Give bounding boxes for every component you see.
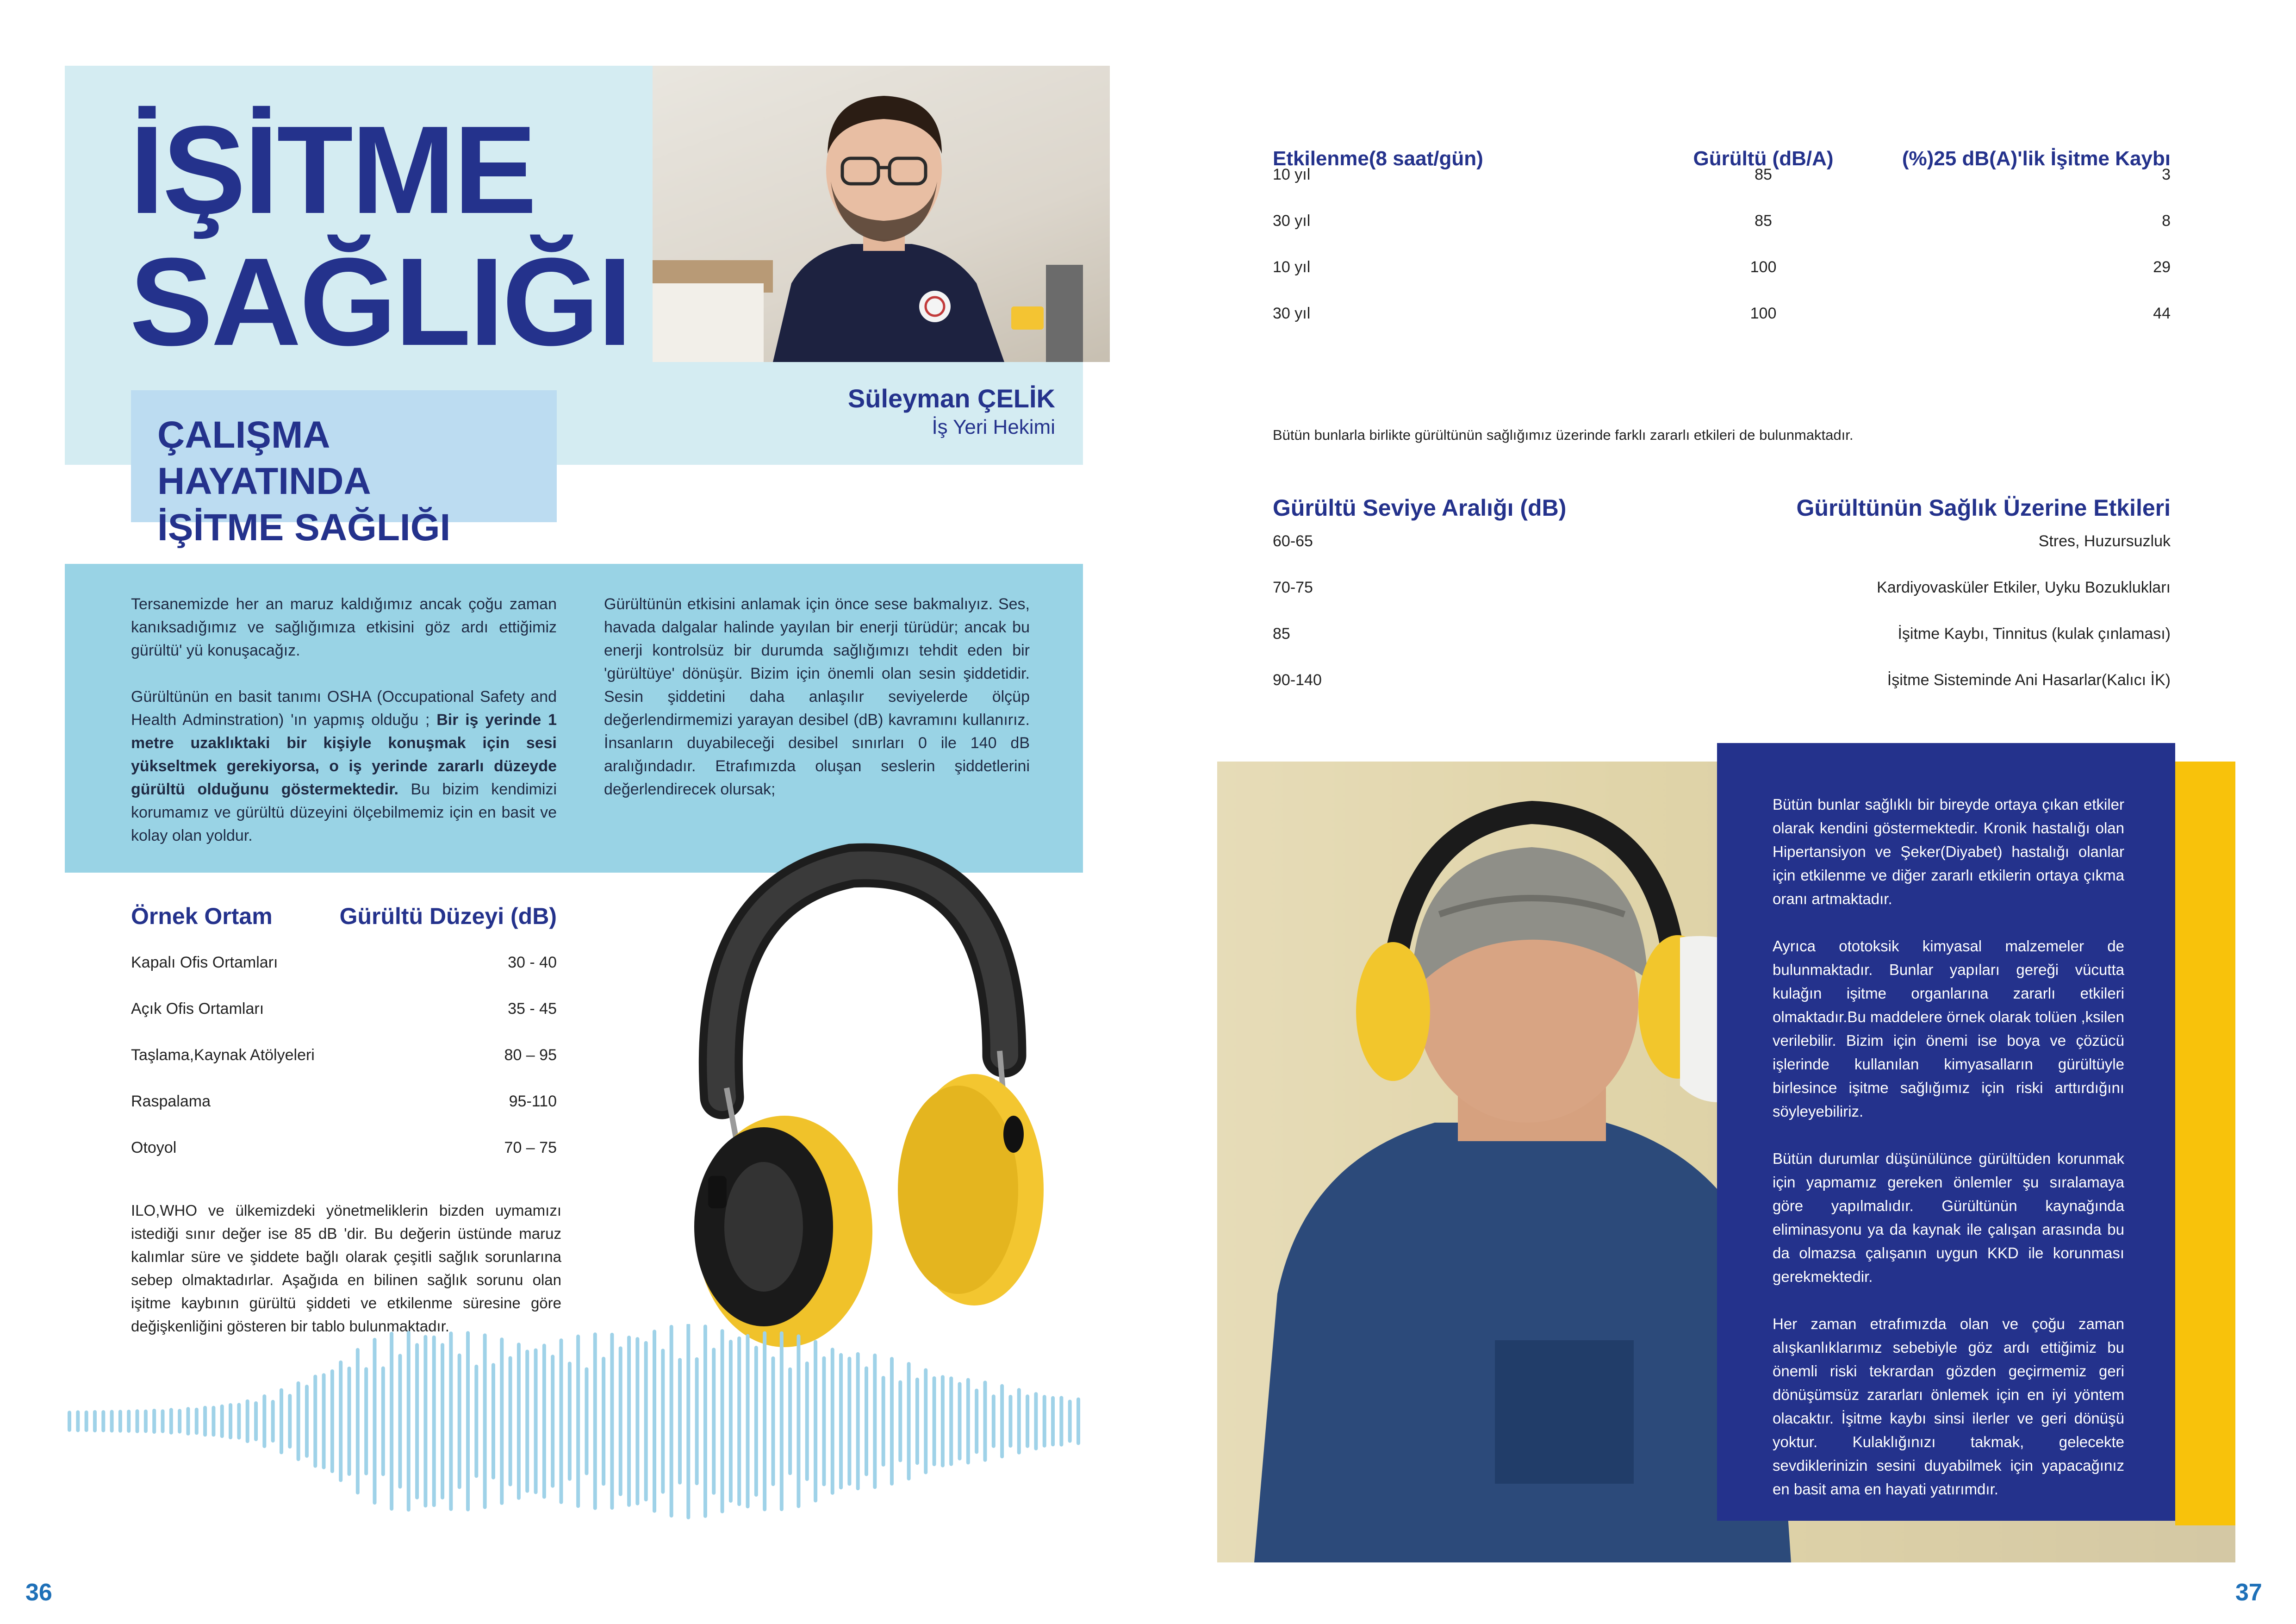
earmuff-illustration (634, 838, 1069, 1366)
header-range: Gürültü Seviye Aralığı (dB) (1273, 495, 1567, 521)
header-exposure: Etkilenme(8 saat/gün) (1273, 147, 1483, 170)
author-name: Süleyman ÇELİK (847, 384, 1055, 413)
row-range: 70-75 (1273, 579, 1313, 596)
row-environment: Açık Ofis Ortamları (131, 1000, 264, 1018)
table-row (131, 1032, 557, 1079)
subtitle (157, 412, 546, 551)
row-loss: 3 (2162, 166, 2171, 183)
row-level: 70 – 75 (504, 1139, 557, 1156)
row-range: 60-65 (1273, 532, 1313, 550)
info-paragraph-3: Bütün durumlar düşünülünce gürültüden korunmak için yapmamız gereken önlemler şu sıralamaya göre yapılmalıdır. Gürültünün kaynağında eliminasyonu ya da kaynak ile çalışan arasında bu da olmazsa çalışanın uygun KKD ile korunması gerekmektedir. (1773, 1150, 2124, 1285)
row-level: 95-110 (509, 1093, 557, 1110)
info-paragraph-4: Her zaman etrafımızda olan ve çoğu zaman alışkanlıklarımız sebebiyle göz ardı ettiğimiz bu önemli riski tekrardan gözden geçirmemiz geri dönüşümsüz zararları önlemek için en iyi yöntem olacaktır. İşitme kaybı sinsi ilerler ve geri dönüşü yoktur. Kulaklığınızı takmak, gelecekte sevdiklerinizin sesini duyabilmek için yapacağınız en basit ama en hayati yatırımdır. (1773, 1315, 2124, 1498)
intro-paragraph-1: Tersanemizde her an maruz kaldığımız ancak çoğu zaman kanıksadığımız ve sağlığımıza etkisini göz ardı ettiğimiz gürültü' yü konuşacağız. (131, 595, 557, 659)
intro-paragraph-3: Gürültünün etkisini anlamak için önce sese bakmalıyız. Ses, havada dalgalar halinde yayılan bir enerji türüdür; ancak bu enerji kontrolsüz bir durumda sağlığımızı tehdit eden bir 'gürültüye' dönüşür. Bizim için önemli olan sesin şiddetidir. Sesin şiddetini daha anlaşılır seviyelerde ölçüp değerlendirmemizi yarayan desibel (dB) kavramını kullanırız. İnsanların duyabileceği desibel sınırları 0 ile 140 dB aralığındadır. Etrafımızda oluşan seslerin şiddetlerini değerlendirecek olursak; (604, 595, 1030, 798)
row-range: 85 (1273, 625, 1290, 643)
header-noise: Gürültü (dB/A) (1693, 147, 1834, 170)
info-box-text (1773, 793, 2124, 1524)
header-environment: Örnek Ortam (131, 903, 273, 929)
title-line-1: İŞİTME (130, 100, 535, 240)
row-noise: 100 (1750, 305, 1777, 322)
row-environment: Taşlama,Kaynak Atölyeleri (131, 1046, 315, 1064)
row-noise: 85 (1755, 166, 1772, 183)
osha-text: Gürültünün en basit tanımı OSHA (Occupational Safety and Health Adminstration) 'ın yapmış olduğu ; (131, 688, 557, 729)
row-exposure: 30 yıl (1273, 305, 1311, 322)
table-row (1273, 573, 2171, 619)
row-level: 30 - 40 (508, 954, 557, 971)
regulation-paragraph: ILO,WHO ve ülkemizdeki yönetmeliklerin bizden uymamızı istediği sınır değer ise 85 dB 'dir. Bu değerin üstünde maruz kalımlar süre ve şiddete bağlı olarak çeşitli sağlık sorunlarına sebep olmaktadırlar. Aşağıda en bilinen sağlık sorunu olan işitme kaybının gürültü şiddeti ve etkilenme süresine göre değişkenliğini gösteren bir tablo bulunmaktadır. (131, 1202, 561, 1335)
table-row (131, 1079, 557, 1125)
row-exposure: 10 yıl (1273, 258, 1311, 276)
row-loss: 8 (2162, 212, 2171, 230)
table-row (1273, 527, 2171, 573)
row-effect: İşitme Kaybı, Tinnitus (kulak çınlaması) (1898, 625, 2171, 643)
row-environment: Otoyol (131, 1139, 177, 1156)
table-row (131, 940, 557, 986)
hearing-loss-table (1273, 147, 2171, 346)
table-header (131, 903, 557, 940)
subtitle-line-1: ÇALIŞMA HAYATINDA (157, 414, 371, 502)
row-environment: Raspalama (131, 1093, 211, 1110)
row-effect: Kardiyovasküler Etkiler, Uyku Bozuklukları (1877, 579, 2171, 596)
effects-note: Bütün bunlarla birlikte gürültünün sağlığımız üzerinde farklı zararlı etkileri de bulunmaktadır. (1273, 427, 1854, 443)
title-line-2: SAĞLIĞI (130, 232, 631, 372)
intro-paragraph-2 (131, 685, 557, 847)
intro-column-1 (131, 593, 557, 870)
row-level: 35 - 45 (508, 1000, 557, 1018)
row-effect: Stres, Huzursuzluk (2038, 532, 2171, 550)
osha-conclusion: Bu bizim kendimizi korumamız ve gürültü düzeyini ölçebilmemiz için en basit ve kolay olan yoldur. (131, 781, 557, 844)
page-title (130, 100, 639, 372)
table-row (1273, 254, 2171, 300)
health-effects-table (1273, 494, 2171, 712)
page-number-right: 37 (2235, 1579, 2262, 1606)
row-loss: 29 (2153, 258, 2171, 276)
info-paragraph-2: Ayrıca ototoksik kimyasal malzemeler de bulunmaktadır. Bunlar yapıları gereği vücutta kulağın işitme organlarına zararlı etkileri olmaktadır.Bu maddelere örnek olarak tolüen ,ksilen verilebilir. Bizim için önemi ise boya ve çözücü işlerinde kullanılan kimyasalların gürültüyle birlesince işitme sağlığımız için riski arttırdığını söyleyebiliriz. (1773, 937, 2124, 1120)
row-noise: 85 (1755, 212, 1772, 230)
row-effect: İşitme Sisteminde Ani Hasarlar(Kalıcı İK) (1887, 671, 2171, 689)
table-row (1273, 207, 2171, 254)
table-row (1273, 300, 2171, 346)
table-row (131, 1125, 557, 1171)
header-noise-level: Gürültü Düzeyi (dB) (339, 903, 557, 929)
row-level: 80 – 95 (504, 1046, 557, 1064)
info-paragraph-1: Bütün bunlar sağlıklı bir bireyde ortaya çıkan etkiler olarak kendini göstermektedir. Kronik hastalığı olan Hipertansiyon ve Şeker(Diyabet) hastalığı olanlar için etkilenme ve diğer zararlı etkilerin ortaya çıkma oranı artmaktadır. (1773, 796, 2124, 907)
subtitle-line-2: İŞİTME SAĞLIĞI (157, 506, 451, 549)
header-effects: Gürültünün Sağlık Üzerine Etkileri (1796, 495, 2171, 521)
table-row (1273, 619, 2171, 666)
row-noise: 100 (1750, 258, 1777, 276)
header-hearing-loss: (%)25 dB(A)'lik İşitme Kaybı (1902, 147, 2171, 170)
yellow-accent-bar (2175, 762, 2235, 1525)
environment-noise-table (131, 903, 557, 1171)
row-loss: 44 (2153, 305, 2171, 322)
author-role: İş Yeri Hekimi (932, 416, 1055, 438)
sound-wave-graphic (65, 1324, 1083, 1523)
row-range: 90-140 (1273, 671, 1322, 689)
intro-column-2 (604, 593, 1030, 824)
row-environment: Kapalı Ofis Ortamları (131, 954, 278, 971)
page-number-left: 36 (25, 1579, 52, 1606)
table-row (1273, 666, 2171, 712)
portrait-illustration (653, 66, 1110, 362)
osha-definition: Bir iş yerinde 1 metre uzaklıktaki bir kişiyle konuşmak için sesi yükseltmek gerekiyorsa, o iş yerinde zararlı düzeyde gürültü olduğunu göstermektedir. (131, 711, 557, 798)
author-portrait (653, 66, 1110, 362)
table-header (1273, 494, 2171, 527)
row-exposure: 10 yıl (1273, 166, 1311, 183)
table-row (131, 986, 557, 1032)
row-exposure: 30 yıl (1273, 212, 1311, 230)
table-row (1273, 161, 2171, 207)
